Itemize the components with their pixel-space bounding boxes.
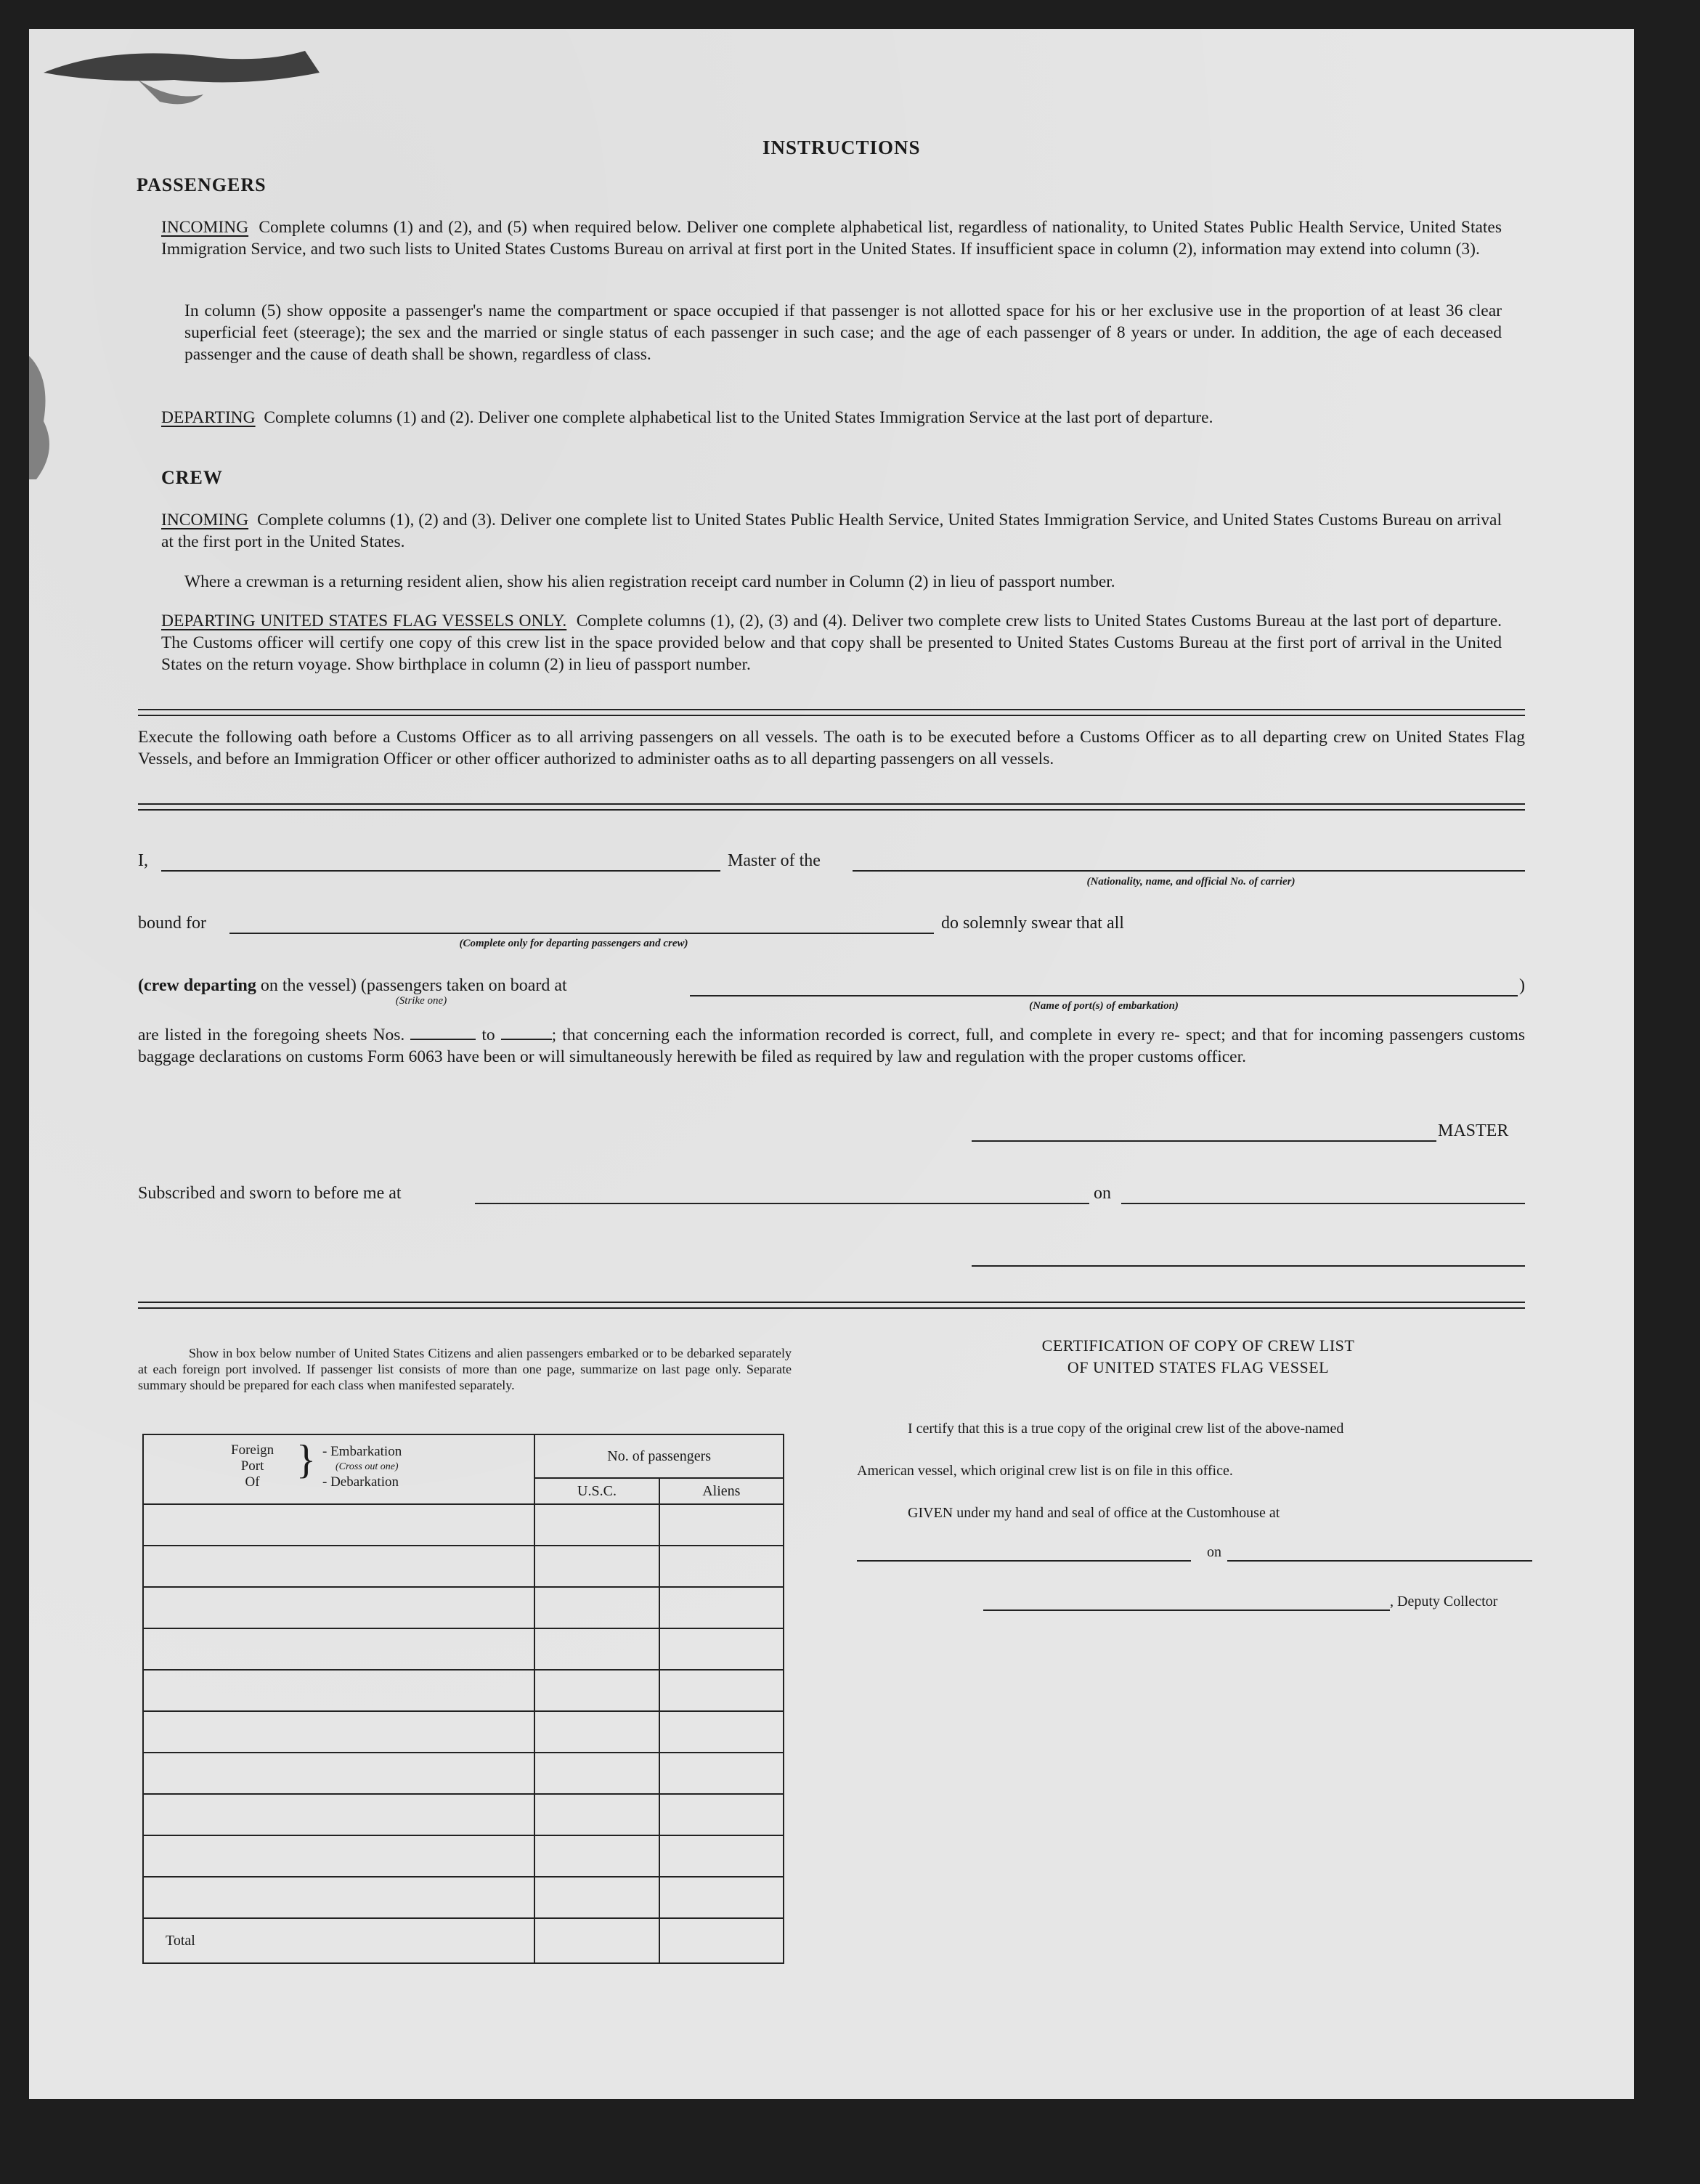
close-paren: ): [1519, 976, 1525, 995]
aliens-cell[interactable]: [659, 1794, 784, 1835]
usc-cell[interactable]: [534, 1628, 659, 1670]
aliens-cell[interactable]: [659, 1504, 784, 1546]
usc-cell[interactable]: [534, 1794, 659, 1835]
summary-row: [143, 1794, 784, 1835]
passengers-taken-text: (passengers taken on board at: [360, 976, 567, 995]
crew-departing-block: [161, 610, 1502, 675]
subscribed-date-line[interactable]: [1121, 1203, 1525, 1204]
port-cell[interactable]: [143, 1587, 534, 1628]
divider-line: [138, 709, 1525, 716]
master-name-line[interactable]: [161, 870, 720, 872]
divider-line: [138, 803, 1525, 811]
listed-text-c: spect; and that for incoming passengers customs baggage declarations on customs Form 6063 have been or will simultaneously herewith be filed as required by law and regulation with the proper customs officer.: [138, 1026, 1526, 1066]
passenger-summary-table: [142, 1434, 784, 1964]
listed-text-a: are listed in the foregoing sheets Nos.: [138, 1026, 405, 1044]
total-label: Total: [143, 1918, 534, 1963]
passengers-departing-label: DEPARTING: [161, 408, 256, 427]
deputy-collector-label: , Deputy Collector: [1390, 1594, 1498, 1609]
master-label: MASTER: [1438, 1121, 1509, 1140]
cross-out-note: (Cross out one): [335, 1461, 399, 1472]
port-cell[interactable]: [143, 1877, 534, 1918]
usc-cell[interactable]: [534, 1587, 659, 1628]
port-cell[interactable]: [143, 1835, 534, 1877]
of-label: Of: [245, 1474, 260, 1490]
subscribed-label: Subscribed and sworn to before me at: [138, 1184, 402, 1203]
port-cell[interactable]: [143, 1794, 534, 1835]
certification-title-line1: CERTIFICATION OF COPY OF CREW LIST: [1041, 1336, 1355, 1355]
certify-text-a: I certify that this is a true copy of the original crew list of the above-named: [908, 1421, 1344, 1437]
certification-title-line2: OF UNITED STATES FLAG VESSEL: [1067, 1358, 1330, 1376]
summary-row: [143, 1628, 784, 1670]
port-cell[interactable]: [143, 1753, 534, 1794]
embarkation-port-line[interactable]: [690, 995, 1518, 996]
aliens-cell[interactable]: [659, 1628, 784, 1670]
usc-cell[interactable]: [534, 1504, 659, 1546]
scan-smudge-icon: [29, 29, 407, 131]
swear-label: do solemnly swear that all: [941, 914, 1124, 933]
usc-header: U.S.C.: [534, 1478, 659, 1504]
summary-row: [143, 1753, 784, 1794]
summary-row: [143, 1835, 784, 1877]
port-note: (Name of port(s) of embarkation): [1029, 1000, 1179, 1012]
strike-note: (Strike one): [395, 995, 447, 1007]
summary-row: [143, 1504, 784, 1546]
debarkation-label: - Debarkation: [322, 1474, 399, 1490]
sheet-to-line[interactable]: [501, 1039, 552, 1040]
certify-text-b: American vessel, which original crew list is on file in this office.: [857, 1463, 1233, 1479]
passengers-column5-text: In column (5) show opposite a passenger's name the compartment or space occupied if that passenger is not allotted space for his or her exclusive use in the proportion of at least 36 clear superficial feet (steerage); the sex and the married or single status of each passenger in such case; and the age of each passenger of 8 years or under. In addition, the age of each deceased passenger and the cause of death shall be shown, regardless of class.: [184, 301, 1502, 364]
subscribed-place-line[interactable]: [475, 1203, 1089, 1204]
aliens-cell[interactable]: [659, 1753, 784, 1794]
crew-departing-option: [138, 976, 567, 996]
usc-cell[interactable]: [534, 1753, 659, 1794]
port-cell[interactable]: [143, 1670, 534, 1711]
crew-incoming-text: Complete columns (1), (2) and (3). Deliver one complete list to United States Public Health Service, United States Immigration Service, and United States Customs Bureau on arrival at the first port in the United States.: [161, 511, 1502, 551]
nationality-note: (Nationality, name, and official No. of carrier): [1086, 876, 1296, 888]
summary-rows: [143, 1504, 784, 1918]
passengers-incoming-label: INCOMING: [161, 218, 249, 237]
port-cell[interactable]: [143, 1504, 534, 1546]
to-label: to: [481, 1026, 495, 1044]
certification-title: [973, 1335, 1423, 1379]
crew-incoming-block: [161, 509, 1502, 553]
summary-instructions: Show in box below number of United States Citizens and alien passengers embarked or to be debarked separately at each foreign port involved. If passenger list consists of more than one page, summarize on last page only. Separate summary should be prepared for each class when manifested separately.: [138, 1346, 792, 1392]
document-sheet: [29, 29, 1634, 2099]
total-aliens-cell[interactable]: [659, 1918, 784, 1963]
on-vessel-text: on the vessel): [260, 976, 357, 995]
passengers-incoming-text: Complete columns (1) and (2), and (5) when required below. Deliver one complete alphabetical list, regardless of nationality, to United States Public Health Service, United States Immigration Service, and two such lists to United States Customs Bureau on arrival at first port in the United States. If insufficient space in column (2), information may extend into column (3).: [161, 218, 1502, 259]
brace-icon: }: [296, 1437, 316, 1482]
summary-row: [143, 1670, 784, 1711]
bound-for-label: bound for: [138, 914, 206, 933]
aliens-cell[interactable]: [659, 1877, 784, 1918]
oath-intro: Execute the following oath before a Customs Officer as to all arriving passengers on all vessels. The oath is to be executed before a Customs Officer as to all departing crew on United States Flag Vessels, and before an Immigration Officer or other officer authorized to administer oaths as to all departing passengers on all vessels.: [138, 728, 1525, 768]
aliens-header: Aliens: [659, 1478, 784, 1504]
crew-departing-label: DEPARTING UNITED STATES FLAG VESSELS ONLY.: [161, 612, 567, 630]
port-cell[interactable]: [143, 1711, 534, 1753]
summary-row: [143, 1587, 784, 1628]
aliens-cell[interactable]: [659, 1587, 784, 1628]
master-signature-line[interactable]: [972, 1140, 1436, 1142]
aliens-cell[interactable]: [659, 1546, 784, 1587]
aliens-cell[interactable]: [659, 1670, 784, 1711]
page-title: INSTRUCTIONS: [762, 137, 921, 158]
crew-heading: CREW: [161, 467, 223, 488]
usc-cell[interactable]: [534, 1711, 659, 1753]
summary-row: [143, 1877, 784, 1918]
aliens-cell[interactable]: [659, 1835, 784, 1877]
certification-on-label: on: [1207, 1544, 1221, 1560]
embarkation-label: - Embarkation: [322, 1444, 402, 1459]
sheet-from-line[interactable]: [410, 1039, 476, 1040]
customhouse-line[interactable]: [857, 1560, 1191, 1562]
passengers-heading: PASSENGERS: [137, 174, 267, 195]
crew-resident-text: Where a crewman is a returning resident alien, show his alien registration receipt card number in Column (2) in lieu of passport number.: [184, 572, 1115, 591]
usc-cell[interactable]: [534, 1670, 659, 1711]
passengers-departing-block: [161, 407, 1502, 429]
listed-text-b: ; that concerning each the information recorded is correct, full, and complete in every re-: [551, 1026, 1180, 1044]
crew-departing-text: (crew departing: [138, 976, 256, 995]
divider-line: [138, 1302, 1525, 1309]
bound-for-note: (Complete only for departing passengers and crew): [459, 938, 688, 949]
port-cell[interactable]: [143, 1546, 534, 1587]
master-of-label: Master of the: [728, 851, 821, 870]
crew-incoming-label: INCOMING: [161, 511, 249, 529]
port-cell[interactable]: [143, 1628, 534, 1670]
summary-row: [143, 1546, 784, 1587]
oath-i-label: I,: [138, 851, 148, 870]
given-text: GIVEN under my hand and seal of office at the Customhouse at: [908, 1505, 1280, 1521]
passengers-departing-text: Complete columns (1) and (2). Deliver one complete alphabetical list to the United States Immigration Service at the last port of departure.: [264, 408, 1213, 427]
scan-smudge-icon: [29, 334, 87, 494]
officer-signature-line[interactable]: [972, 1265, 1525, 1267]
usc-cell[interactable]: [534, 1546, 659, 1587]
listed-block: [138, 1024, 1525, 1068]
aliens-cell[interactable]: [659, 1711, 784, 1753]
summary-row: [143, 1711, 784, 1753]
deputy-signature-line[interactable]: [983, 1609, 1390, 1611]
subscribed-on-label: on: [1094, 1184, 1111, 1203]
embark-debark-labels: [322, 1444, 402, 1490]
crew-departing-text: Complete columns (1), (2), (3) and (4). Deliver two complete crew lists to United States Customs Bureau at the last port of departure. The Customs officer will certify one copy of this crew list in the space provided below and that copy shall be presented to United States Customs Bureau at the first port of arrival in the United States on the return voyage. Show birthplace in column (2) in lieu of passport number.: [161, 612, 1502, 674]
passengers-incoming-block: [161, 216, 1502, 260]
port-header-cell: [143, 1434, 534, 1504]
total-usc-cell[interactable]: [534, 1918, 659, 1963]
certification-date-line[interactable]: [1227, 1560, 1532, 1562]
usc-cell[interactable]: [534, 1835, 659, 1877]
foreign-label: Foreign: [231, 1442, 274, 1458]
bound-for-line[interactable]: [229, 933, 934, 934]
usc-cell[interactable]: [534, 1877, 659, 1918]
carrier-line[interactable]: [853, 870, 1525, 872]
no-of-passengers-header: No. of passengers: [534, 1434, 784, 1478]
foreign-port-of: [231, 1442, 274, 1490]
port-label: Port: [240, 1458, 264, 1474]
